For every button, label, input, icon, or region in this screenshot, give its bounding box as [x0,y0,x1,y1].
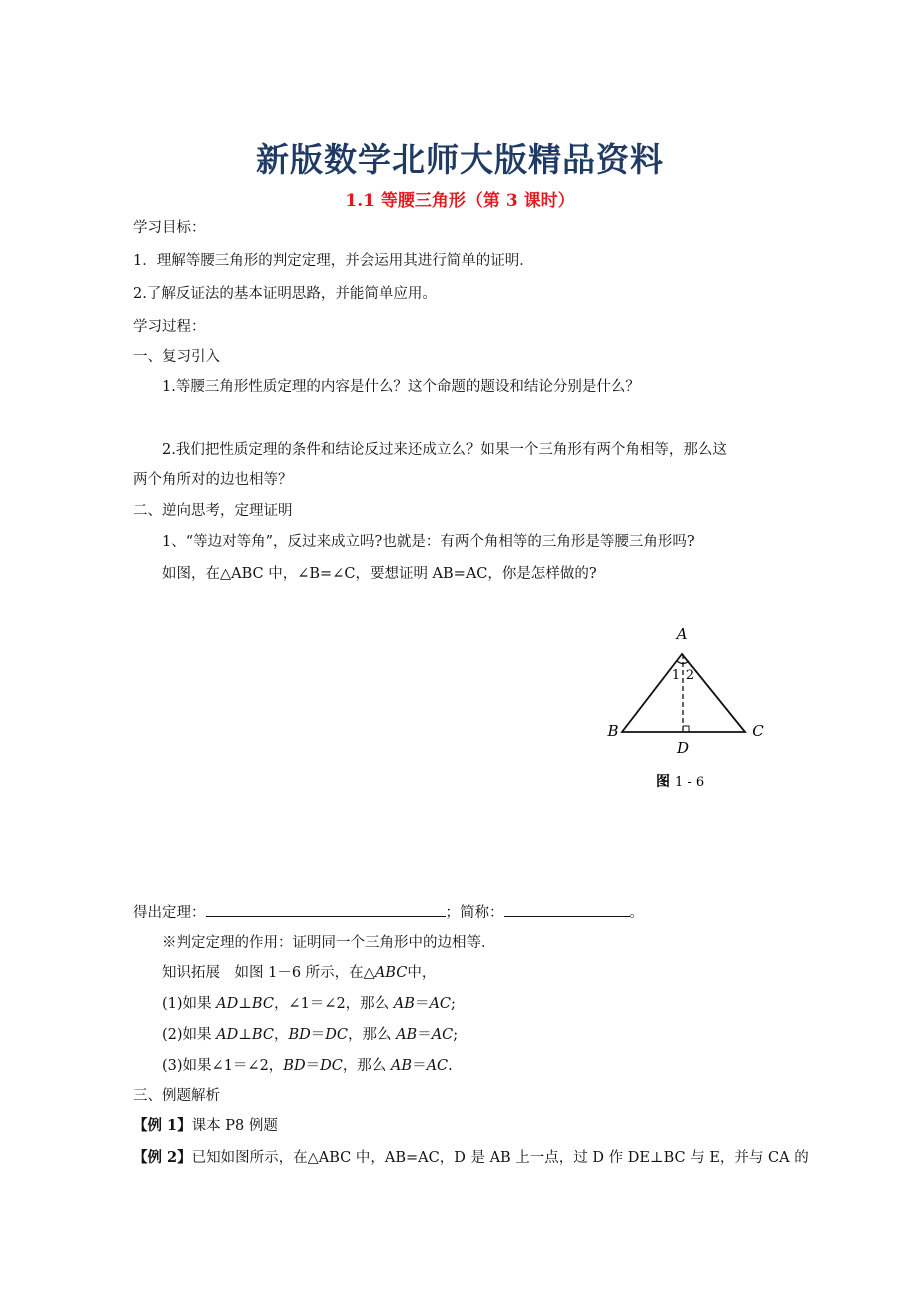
example-2-text: 已知如图所示，在△ABC 中，AB=AC，D 是 AB 上一点，过 D 作 DE⊥BC 与 E，并与 CA 的 [191,1150,809,1166]
c1-i: ; [451,996,456,1012]
c2-k: ＝ [417,1027,432,1043]
angle-label-1: 1 [671,668,681,683]
page-title: 新版数学北师大版精品资料 [256,140,664,179]
c2-i: ，那么 [347,1027,397,1043]
theorem-prefix: 得出定理： [133,905,206,921]
c3-g: ＝ [412,1058,427,1074]
theorem-note: ※判定定理的作用：证明同一个三角形中的边相等． [162,935,496,951]
vertex-label-a: A [676,625,688,643]
theorem-middle: ；简称： [445,905,504,921]
c3-i: . [448,1058,453,1074]
process-heading: 学习过程： [133,319,206,335]
c2-b: AD [216,1027,239,1043]
review-question-1: 1.等腰三角形性质定理的内容是什么？这个命题的题设和结论分别是什么？ [162,379,640,395]
example-2 [133,1148,809,1168]
figure-caption-prefix: 图 [656,774,670,790]
extension-intro-triangle: ABC [374,965,408,981]
objective-1: 1．理解等腰三角形的判定定理，并会运用其进行简单的证明． [133,253,534,269]
theorem-blank[interactable] [206,902,446,917]
right-angle-mark [683,726,689,732]
review-question-2-line-1: 2.我们把性质定理的条件和结论反过来还成立么？如果一个三角形有两个角相等，那么这 [162,442,727,458]
extension-case-2 [162,1025,458,1045]
c2-j: AB [396,1027,418,1043]
c1-e: ，∠1＝∠2，那么 [273,996,394,1012]
example-1-tag: 【例 1】 [133,1117,192,1134]
c1-c: ⊥ [238,996,252,1012]
section-1-heading: 一、复习引入 [133,349,220,365]
c1-b: AD [216,996,239,1012]
extension-case-3 [162,1056,453,1076]
c2-e: ， [273,1027,289,1043]
c1-a: (1)如果 [162,996,217,1012]
c1-f: AB [393,996,415,1012]
c3-e: ，那么 [342,1058,391,1074]
proof-prompt: 如图，在△ABC 中，∠B=∠C，要想证明 AB=AC，你是怎样做的? [162,566,597,582]
section-2-heading: 二、逆向思考，定理证明 [133,503,293,519]
c2-f: BD [288,1027,311,1043]
converse-question: 1、“等边对等角”，反过来成立吗?也就是：有两个角相等的三角形是等腰三角形吗? [162,534,695,550]
objective-2: 2.了解反证法的基本证明思路，并能简单应用。 [133,286,437,302]
abbreviation-blank[interactable] [504,902,630,917]
objectives-heading: 学习目标： [133,220,206,236]
c2-h: DC [325,1027,348,1043]
c2-a: (2)如果 [162,1027,217,1043]
c3-c: ＝ [305,1058,321,1074]
example-1 [133,1116,278,1136]
c2-m: ; [453,1027,459,1043]
c3-f: AB [390,1058,413,1074]
review-question-2-line-2: 两个角所对的边也相等？ [133,472,293,488]
example-1-text: 课本 P8 例题 [191,1118,278,1134]
vertex-label-b: B [607,722,619,740]
theorem-fill-in [133,902,644,923]
lesson-subtitle: 1.1 等腰三角形（第 3 课时） [345,191,575,211]
extension-intro [162,963,436,983]
point-label-d: D [676,739,690,757]
c2-c: ⊥ [238,1027,252,1043]
theorem-suffix: 。 [629,905,644,921]
c3-a: (3)如果∠1＝∠2， [162,1058,284,1074]
c2-l: AC [431,1027,454,1043]
c1-d: BC [251,996,274,1012]
c3-b: BD [283,1058,306,1074]
c2-g: ＝ [310,1027,326,1043]
extension-intro-end: 中， [407,965,437,981]
c2-d: BC [251,1027,274,1043]
c1-g: ＝ [414,996,430,1012]
example-2-tag: 【例 2】 [133,1149,192,1166]
c1-h: AC [429,996,452,1012]
vertex-label-c: C [752,722,764,740]
c3-d: DC [320,1058,343,1074]
angle-label-2: 2 [685,668,695,683]
c3-h: AC [426,1058,449,1074]
extension-case-1 [162,994,456,1014]
section-3-heading: 三、例题解析 [133,1088,220,1104]
figure-caption-number: 1 - 6 [675,775,705,790]
triangle-figure [600,620,780,800]
extension-intro-text: 知识拓展 如图 1－6 所示，在△ [162,965,375,981]
